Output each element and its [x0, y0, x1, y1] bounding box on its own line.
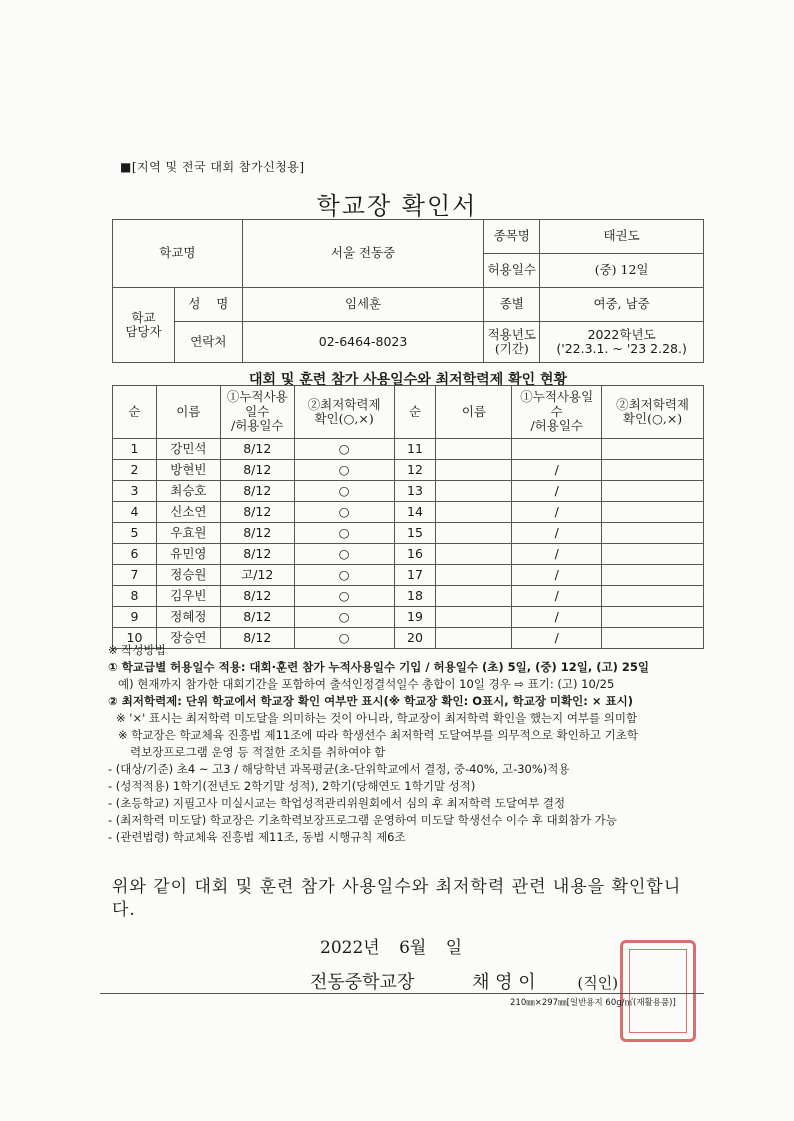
- school-info-table: [112, 219, 704, 363]
- row-check: [602, 523, 704, 544]
- table-row: [113, 565, 704, 586]
- row-no: 2: [113, 460, 157, 481]
- row-days: /: [512, 460, 602, 481]
- row-name: [436, 586, 512, 607]
- row-check: ○: [294, 460, 394, 481]
- row-check: ○: [294, 565, 394, 586]
- row-name: [436, 544, 512, 565]
- row-no: 16: [394, 544, 436, 565]
- gender-value: 여중, 남중: [540, 288, 704, 322]
- row-name: 정승원: [156, 565, 220, 586]
- athlete-table: [112, 385, 704, 649]
- row-no: 4: [113, 502, 157, 523]
- header-days-2: ①누적사용일수 /허용일수: [512, 386, 602, 439]
- notes-heading: ※ 작성방법: [108, 643, 166, 657]
- applied-year-value: 2022학년도: [587, 326, 656, 342]
- row-days: 8/12: [220, 628, 294, 649]
- row-no: 11: [394, 439, 436, 460]
- row-no: 13: [394, 481, 436, 502]
- paper-spec: 210㎜×297㎜[일반용지 60g/㎡(재활용품)]: [510, 998, 676, 1008]
- row-check: ○: [294, 439, 394, 460]
- row-days: 8/12: [220, 586, 294, 607]
- confirmation-statement: 위와 같이 대회 및 훈련 참가 사용일수와 최저학력 관련 내용을 확인합니다.: [112, 877, 682, 920]
- table-row: [113, 460, 704, 481]
- allowed-days-label: 허용일수: [484, 254, 540, 288]
- school-label: 학교명: [113, 220, 243, 288]
- row-no: 5: [113, 523, 157, 544]
- row-days: /: [512, 544, 602, 565]
- row-check: ○: [294, 481, 394, 502]
- principal-name: 채 영 이: [472, 972, 536, 993]
- row-name: 강민석: [156, 439, 220, 460]
- row-days: /: [512, 502, 602, 523]
- row-name: 최승호: [156, 481, 220, 502]
- table-row: [113, 544, 704, 565]
- gender-label: 종별: [484, 288, 540, 322]
- sport-label: 종목명: [484, 220, 540, 254]
- row-name: [436, 481, 512, 502]
- principal-title: 전동중학교장: [310, 972, 415, 993]
- divider: [100, 993, 704, 994]
- note-4b: 력보장프로그램 운영 등 적절한 조치를 취하여야 함: [130, 745, 386, 759]
- note-1b: 예) 현재까지 참가한 대회기간을 포함하여 출석인정결석일수 총합이 10일 경우 ⇨ 표기: (고) 10/25: [118, 677, 615, 691]
- note-4a: ※ 학교장은 학교체육 진흥법 제11조에 따라 학생선수 최저학력 도달여부를 의무적으로 확인하고 기초학: [118, 728, 638, 742]
- contact-value: 02-6464-8023: [242, 322, 484, 363]
- row-no: 3: [113, 481, 157, 502]
- sport-value: 태권도: [540, 220, 704, 254]
- table-row: [113, 523, 704, 544]
- row-name: 김우빈: [156, 586, 220, 607]
- row-check: ○: [294, 523, 394, 544]
- row-no: 17: [394, 565, 436, 586]
- row-days: /: [512, 481, 602, 502]
- table-row: [113, 439, 704, 460]
- note-2: ② 최저학력제: 단위 학교에서 학교장 확인 여부만 표시(※ 학교장 확인: O표시, 학교장 미확인: × 표시): [108, 694, 633, 708]
- header-name: 이름: [156, 386, 220, 439]
- header-name-2: 이름: [436, 386, 512, 439]
- note-1a: ① 학교급별 허용일수 적용: 대회·훈련 참가 누적사용일수 기입 / 허용일수 (초) 5일, (중) 12일, (고) 25일: [108, 660, 649, 674]
- row-days: /: [512, 523, 602, 544]
- issue-date: 2022년 6월 일: [320, 938, 463, 958]
- note-7: - (초등학교) 지필고사 미실시교는 학업성적관리위원회에서 심의 후 최저학력 도달여부 결정: [108, 796, 566, 810]
- note-6: - (성적적용) 1학기(전년도 2학기말 성적), 2학기(당해연도 1학기말 성적): [108, 779, 476, 793]
- note-5: - (대상/기준) 초4 ~ 고3 / 해당학년 과목평균(초-단위학교에서 결정, 중-40%, 고-30%)적용: [108, 762, 570, 776]
- row-check: ○: [294, 502, 394, 523]
- table-row: [113, 586, 704, 607]
- row-days: 고/12: [220, 565, 294, 586]
- row-name: [436, 523, 512, 544]
- row-name: 장승연: [156, 628, 220, 649]
- contact-label: 연락처: [174, 322, 242, 363]
- header-check: ②최저학력제 확인(○,×): [294, 386, 394, 439]
- row-name: 방현빈: [156, 460, 220, 481]
- row-check: [602, 586, 704, 607]
- official-seal-icon: [620, 940, 696, 1042]
- section-title: 대회 및 훈련 참가 사용일수와 최저학력제 확인 현황: [248, 372, 568, 388]
- row-name: [436, 502, 512, 523]
- manager-label: 학교 담당자: [113, 288, 175, 363]
- row-no: 19: [394, 607, 436, 628]
- signature-line: [310, 968, 618, 994]
- row-check: ○: [294, 628, 394, 649]
- applied-year-label: 적용년도 (기간): [484, 322, 540, 363]
- note-3: ※ '×' 표시는 최저학력 미도달을 의미하는 것이 아니라, 학교장이 최저학력 확인을 했는지 여부를 의미함: [116, 711, 638, 725]
- note-8: - (최저학력 미도달) 학교장은 기초학력보장프로그램 운영하여 미도달 학생선수 이수 후 대회참가 가능: [108, 813, 617, 827]
- row-check: ○: [294, 607, 394, 628]
- row-check: [602, 544, 704, 565]
- row-days: /: [512, 586, 602, 607]
- row-name: 우효원: [156, 523, 220, 544]
- header-check-2: ②최저학력제 확인(○,×): [602, 386, 704, 439]
- row-no: 8: [113, 586, 157, 607]
- table-row: [113, 502, 704, 523]
- row-check: [602, 502, 704, 523]
- row-name: [436, 460, 512, 481]
- row-days: 8/12: [220, 439, 294, 460]
- row-no: 15: [394, 523, 436, 544]
- name-value: 임세훈: [242, 288, 484, 322]
- row-no: 14: [394, 502, 436, 523]
- row-days: 8/12: [220, 607, 294, 628]
- document-title: 학교장 확인서: [316, 192, 478, 220]
- row-days: [512, 439, 602, 460]
- row-name: [436, 439, 512, 460]
- athlete-rows: [113, 439, 704, 649]
- row-name: 정혜정: [156, 607, 220, 628]
- row-days: 8/12: [220, 544, 294, 565]
- row-days: 8/12: [220, 523, 294, 544]
- header-days: ①누적사용일수 /허용일수: [220, 386, 294, 439]
- row-name: [436, 607, 512, 628]
- row-days: 8/12: [220, 502, 294, 523]
- row-no: 12: [394, 460, 436, 481]
- applied-period-value: ('22.3.1. ~ '23 2.28.): [556, 341, 687, 356]
- row-name: 신소연: [156, 502, 220, 523]
- row-check: [602, 481, 704, 502]
- row-check: [602, 439, 704, 460]
- name-label: 성 명: [174, 288, 242, 322]
- row-days: /: [512, 628, 602, 649]
- header-no: 순: [113, 386, 157, 439]
- applied-year-cell: [540, 322, 704, 363]
- row-check: ○: [294, 544, 394, 565]
- allowed-days-value: (중) 12일: [540, 254, 704, 288]
- row-check: [602, 607, 704, 628]
- row-no: 6: [113, 544, 157, 565]
- row-days: /: [512, 565, 602, 586]
- form-tag: ■[지역 및 전국 대회 참가신청용]: [120, 160, 305, 174]
- header-no-2: 순: [394, 386, 436, 439]
- row-days: 8/12: [220, 481, 294, 502]
- school-value: 서울 전동중: [242, 220, 484, 288]
- row-no: 1: [113, 439, 157, 460]
- row-no: 18: [394, 586, 436, 607]
- table-row: [113, 607, 704, 628]
- row-no: 20: [394, 628, 436, 649]
- row-days: 8/12: [220, 460, 294, 481]
- note-9: - (관련법령) 학교체육 진흥법 제11조, 동법 시행규칙 제6조: [108, 830, 406, 844]
- row-name: [436, 565, 512, 586]
- row-days: /: [512, 607, 602, 628]
- seal-label: (직인): [577, 974, 619, 992]
- instructions: [108, 642, 708, 846]
- row-no: 9: [113, 607, 157, 628]
- row-name: 유민영: [156, 544, 220, 565]
- row-no: 7: [113, 565, 157, 586]
- table-row: [113, 481, 704, 502]
- row-check: [602, 460, 704, 481]
- row-check: ○: [294, 586, 394, 607]
- row-check: [602, 565, 704, 586]
- row-no: 10: [113, 628, 157, 649]
